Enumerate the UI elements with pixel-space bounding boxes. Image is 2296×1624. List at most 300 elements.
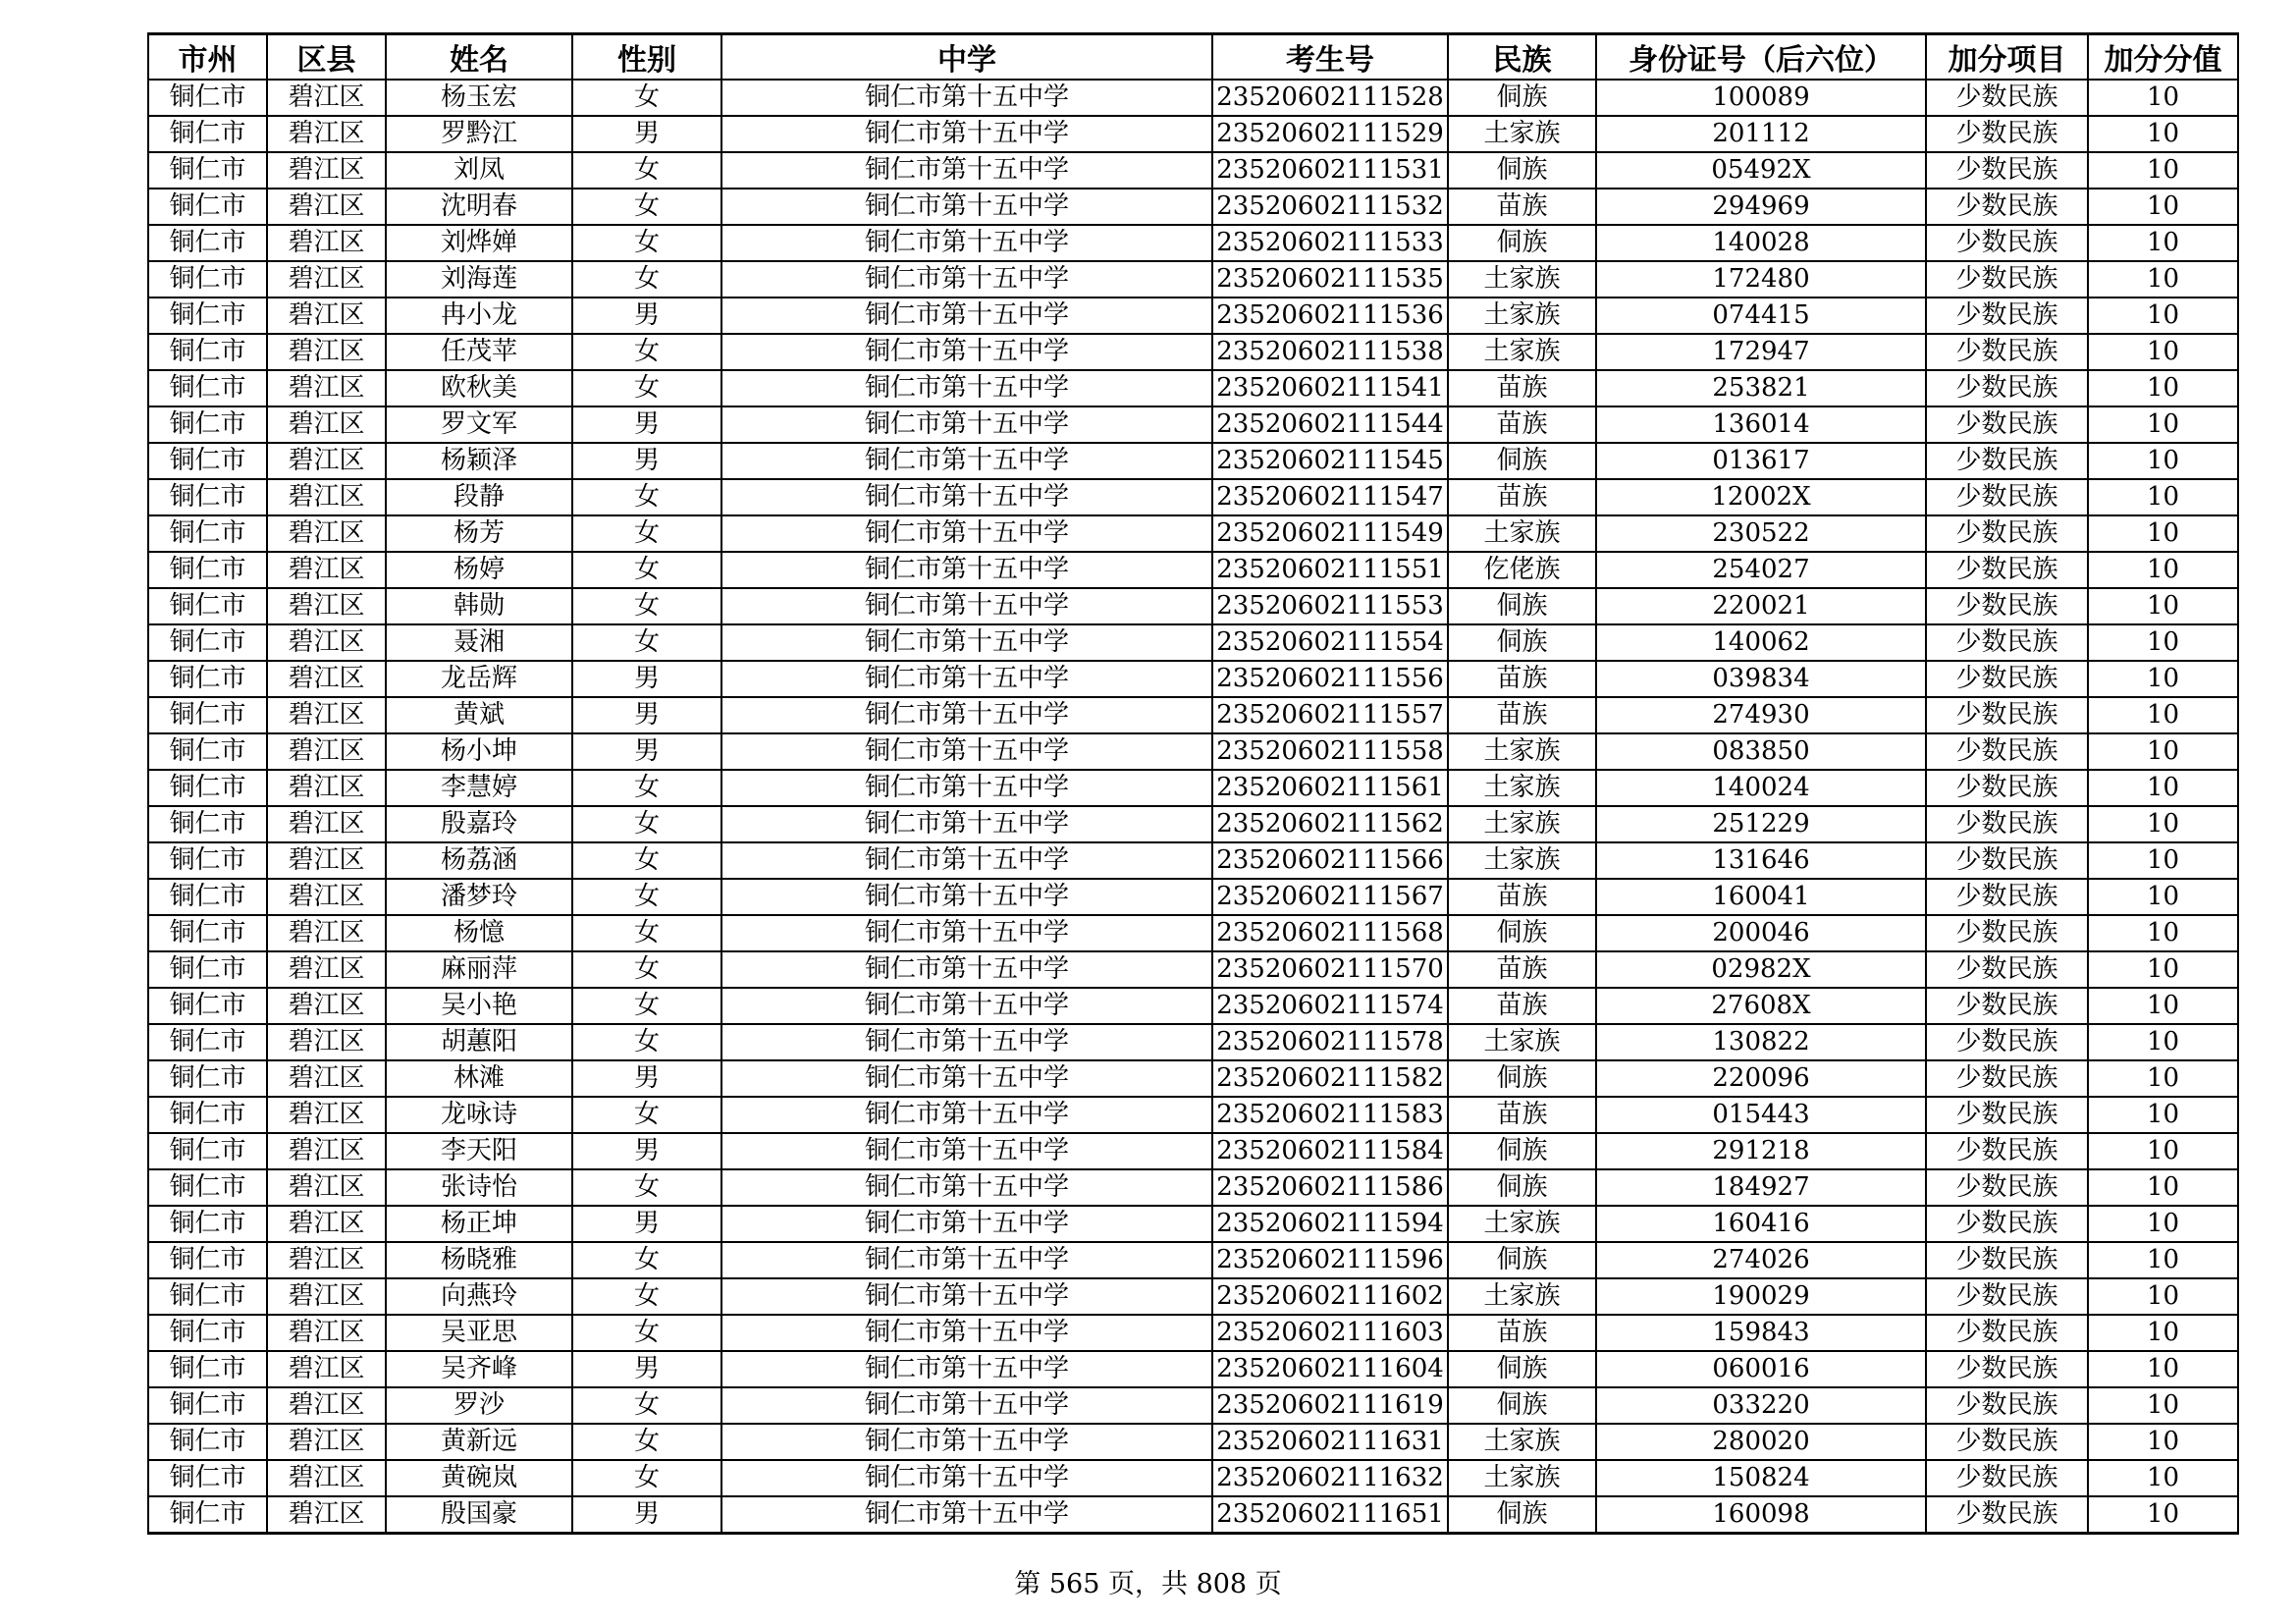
cell-exam-number: 23520602111541 bbox=[1212, 370, 1448, 406]
cell-district: 碧江区 bbox=[267, 225, 386, 261]
cell-school: 铜仁市第十五中学 bbox=[721, 1496, 1212, 1534]
cell-bonus-value: 10 bbox=[2088, 1387, 2238, 1424]
table-row bbox=[148, 1169, 2238, 1206]
cell-school: 铜仁市第十五中学 bbox=[721, 1387, 1212, 1424]
cell-city: 铜仁市 bbox=[148, 261, 267, 298]
table-row bbox=[148, 189, 2238, 225]
cell-bonus-value: 10 bbox=[2088, 1496, 2238, 1534]
table-row bbox=[148, 298, 2238, 334]
cell-bonus-item: 少数民族 bbox=[1926, 624, 2088, 661]
cell-id-last6: 131646 bbox=[1596, 842, 1926, 879]
cell-id-last6: 013617 bbox=[1596, 443, 1926, 479]
table-row bbox=[148, 1315, 2238, 1351]
cell-ethnicity: 侗族 bbox=[1448, 152, 1596, 189]
cell-district: 碧江区 bbox=[267, 915, 386, 951]
cell-school: 铜仁市第十五中学 bbox=[721, 588, 1212, 624]
cell-ethnicity: 苗族 bbox=[1448, 406, 1596, 443]
cell-bonus-item: 少数民族 bbox=[1926, 261, 2088, 298]
cell-id-last6: 220021 bbox=[1596, 588, 1926, 624]
cell-bonus-item: 少数民族 bbox=[1926, 842, 2088, 879]
cell-exam-number: 23520602111584 bbox=[1212, 1133, 1448, 1169]
cell-ethnicity: 土家族 bbox=[1448, 770, 1596, 806]
cell-school: 铜仁市第十五中学 bbox=[721, 733, 1212, 770]
cell-city: 铜仁市 bbox=[148, 370, 267, 406]
cell-bonus-value: 10 bbox=[2088, 1278, 2238, 1315]
table-row bbox=[148, 261, 2238, 298]
cell-district: 碧江区 bbox=[267, 770, 386, 806]
cell-school: 铜仁市第十五中学 bbox=[721, 1242, 1212, 1278]
cell-city: 铜仁市 bbox=[148, 1496, 267, 1534]
cell-name: 吴小艳 bbox=[386, 988, 572, 1024]
cell-exam-number: 23520602111535 bbox=[1212, 261, 1448, 298]
cell-school: 铜仁市第十五中学 bbox=[721, 1460, 1212, 1496]
table-row bbox=[148, 1024, 2238, 1060]
cell-school: 铜仁市第十五中学 bbox=[721, 879, 1212, 915]
cell-district: 碧江区 bbox=[267, 152, 386, 189]
cell-exam-number: 23520602111603 bbox=[1212, 1315, 1448, 1351]
page-footer: 第 565 页，共 808 页 bbox=[1014, 1569, 1282, 1599]
table-row bbox=[148, 552, 2238, 588]
cell-city: 铜仁市 bbox=[148, 661, 267, 697]
cell-bonus-value: 10 bbox=[2088, 1315, 2238, 1351]
cell-city: 铜仁市 bbox=[148, 1206, 267, 1242]
cell-id-last6: 294969 bbox=[1596, 189, 1926, 225]
cell-name: 刘烨婵 bbox=[386, 225, 572, 261]
cell-ethnicity: 苗族 bbox=[1448, 879, 1596, 915]
cell-bonus-value: 10 bbox=[2088, 915, 2238, 951]
cell-bonus-value: 10 bbox=[2088, 1242, 2238, 1278]
cell-gender: 女 bbox=[572, 479, 721, 515]
cell-city: 铜仁市 bbox=[148, 515, 267, 552]
cell-name: 吴齐峰 bbox=[386, 1351, 572, 1387]
cell-district: 碧江区 bbox=[267, 661, 386, 697]
cell-id-last6: 172947 bbox=[1596, 334, 1926, 370]
cell-id-last6: 02982X bbox=[1596, 951, 1926, 988]
cell-district: 碧江区 bbox=[267, 189, 386, 225]
cell-exam-number: 23520602111545 bbox=[1212, 443, 1448, 479]
cell-gender: 女 bbox=[572, 624, 721, 661]
cell-school: 铜仁市第十五中学 bbox=[721, 1024, 1212, 1060]
cell-ethnicity: 土家族 bbox=[1448, 515, 1596, 552]
cell-bonus-value: 10 bbox=[2088, 770, 2238, 806]
cell-name: 黄碗岚 bbox=[386, 1460, 572, 1496]
cell-school: 铜仁市第十五中学 bbox=[721, 152, 1212, 189]
cell-city: 铜仁市 bbox=[148, 225, 267, 261]
cell-school: 铜仁市第十五中学 bbox=[721, 334, 1212, 370]
cell-ethnicity: 侗族 bbox=[1448, 225, 1596, 261]
table-row bbox=[148, 661, 2238, 697]
cell-ethnicity: 土家族 bbox=[1448, 1460, 1596, 1496]
cell-bonus-item: 少数民族 bbox=[1926, 697, 2088, 733]
cell-bonus-value: 10 bbox=[2088, 116, 2238, 152]
cell-name: 韩勋 bbox=[386, 588, 572, 624]
cell-school: 铜仁市第十五中学 bbox=[721, 116, 1212, 152]
cell-gender: 女 bbox=[572, 770, 721, 806]
cell-ethnicity: 苗族 bbox=[1448, 951, 1596, 988]
cell-exam-number: 23520602111586 bbox=[1212, 1169, 1448, 1206]
cell-school: 铜仁市第十五中学 bbox=[721, 1315, 1212, 1351]
cell-bonus-value: 10 bbox=[2088, 443, 2238, 479]
table-row bbox=[148, 697, 2238, 733]
cell-bonus-item: 少数民族 bbox=[1926, 1133, 2088, 1169]
cell-gender: 女 bbox=[572, 588, 721, 624]
cell-school: 铜仁市第十五中学 bbox=[721, 189, 1212, 225]
cell-name: 刘海莲 bbox=[386, 261, 572, 298]
cell-id-last6: 160416 bbox=[1596, 1206, 1926, 1242]
cell-school: 铜仁市第十五中学 bbox=[721, 1351, 1212, 1387]
cell-ethnicity: 土家族 bbox=[1448, 1424, 1596, 1460]
cell-gender: 女 bbox=[572, 1424, 721, 1460]
cell-district: 碧江区 bbox=[267, 588, 386, 624]
cell-name: 杨颖泽 bbox=[386, 443, 572, 479]
table-row bbox=[148, 152, 2238, 189]
cell-bonus-item: 少数民族 bbox=[1926, 370, 2088, 406]
cell-bonus-item: 少数民族 bbox=[1926, 515, 2088, 552]
table-row bbox=[148, 370, 2238, 406]
cell-district: 碧江区 bbox=[267, 1169, 386, 1206]
cell-school: 铜仁市第十五中学 bbox=[721, 915, 1212, 951]
cell-name: 麻丽萍 bbox=[386, 951, 572, 988]
cell-gender: 女 bbox=[572, 806, 721, 842]
table-row bbox=[148, 951, 2238, 988]
cell-ethnicity: 苗族 bbox=[1448, 479, 1596, 515]
cell-exam-number: 23520602111574 bbox=[1212, 988, 1448, 1024]
cell-bonus-value: 10 bbox=[2088, 879, 2238, 915]
cell-name: 罗文军 bbox=[386, 406, 572, 443]
table-row bbox=[148, 1097, 2238, 1133]
cell-bonus-value: 10 bbox=[2088, 1351, 2238, 1387]
cell-gender: 男 bbox=[572, 298, 721, 334]
cell-district: 碧江区 bbox=[267, 298, 386, 334]
cell-ethnicity: 土家族 bbox=[1448, 298, 1596, 334]
header-id-last6: 身份证号（后六位） bbox=[1596, 34, 1926, 81]
cell-ethnicity: 苗族 bbox=[1448, 1315, 1596, 1351]
cell-gender: 女 bbox=[572, 80, 721, 116]
cell-city: 铜仁市 bbox=[148, 806, 267, 842]
cell-bonus-value: 10 bbox=[2088, 1169, 2238, 1206]
cell-id-last6: 27608X bbox=[1596, 988, 1926, 1024]
cell-gender: 女 bbox=[572, 189, 721, 225]
cell-id-last6: 159843 bbox=[1596, 1315, 1926, 1351]
cell-school: 铜仁市第十五中学 bbox=[721, 1097, 1212, 1133]
cell-name: 林滩 bbox=[386, 1060, 572, 1097]
cell-bonus-item: 少数民族 bbox=[1926, 298, 2088, 334]
cell-ethnicity: 侗族 bbox=[1448, 1496, 1596, 1534]
table-row bbox=[148, 406, 2238, 443]
cell-district: 碧江区 bbox=[267, 697, 386, 733]
table-row bbox=[148, 116, 2238, 152]
cell-name: 杨憶 bbox=[386, 915, 572, 951]
cell-bonus-item: 少数民族 bbox=[1926, 116, 2088, 152]
cell-city: 铜仁市 bbox=[148, 842, 267, 879]
cell-gender: 男 bbox=[572, 116, 721, 152]
cell-name: 黄新远 bbox=[386, 1424, 572, 1460]
cell-bonus-item: 少数民族 bbox=[1926, 406, 2088, 443]
cell-ethnicity: 苗族 bbox=[1448, 988, 1596, 1024]
cell-district: 碧江区 bbox=[267, 370, 386, 406]
cell-city: 铜仁市 bbox=[148, 624, 267, 661]
cell-district: 碧江区 bbox=[267, 1242, 386, 1278]
cell-bonus-value: 10 bbox=[2088, 1097, 2238, 1133]
cell-gender: 男 bbox=[572, 406, 721, 443]
cell-id-last6: 253821 bbox=[1596, 370, 1926, 406]
cell-id-last6: 184927 bbox=[1596, 1169, 1926, 1206]
cell-id-last6: 083850 bbox=[1596, 733, 1926, 770]
cell-bonus-value: 10 bbox=[2088, 334, 2238, 370]
cell-city: 铜仁市 bbox=[148, 1060, 267, 1097]
cell-district: 碧江区 bbox=[267, 515, 386, 552]
cell-bonus-item: 少数民族 bbox=[1926, 152, 2088, 189]
cell-gender: 女 bbox=[572, 152, 721, 189]
cell-gender: 女 bbox=[572, 515, 721, 552]
cell-id-last6: 136014 bbox=[1596, 406, 1926, 443]
cell-id-last6: 251229 bbox=[1596, 806, 1926, 842]
cell-school: 铜仁市第十五中学 bbox=[721, 806, 1212, 842]
header-exam-number: 考生号 bbox=[1212, 34, 1448, 81]
cell-name: 沈明春 bbox=[386, 189, 572, 225]
cell-name: 罗沙 bbox=[386, 1387, 572, 1424]
cell-id-last6: 140028 bbox=[1596, 225, 1926, 261]
cell-city: 铜仁市 bbox=[148, 479, 267, 515]
cell-ethnicity: 土家族 bbox=[1448, 733, 1596, 770]
cell-name: 杨玉宏 bbox=[386, 80, 572, 116]
cell-bonus-value: 10 bbox=[2088, 406, 2238, 443]
cell-district: 碧江区 bbox=[267, 1315, 386, 1351]
cell-ethnicity: 苗族 bbox=[1448, 697, 1596, 733]
cell-bonus-value: 10 bbox=[2088, 988, 2238, 1024]
cell-exam-number: 23520602111567 bbox=[1212, 879, 1448, 915]
table-row bbox=[148, 1351, 2238, 1387]
cell-bonus-value: 10 bbox=[2088, 80, 2238, 116]
cell-ethnicity: 土家族 bbox=[1448, 116, 1596, 152]
cell-gender: 女 bbox=[572, 1315, 721, 1351]
header-city: 市州 bbox=[148, 34, 267, 81]
cell-city: 铜仁市 bbox=[148, 189, 267, 225]
cell-bonus-item: 少数民族 bbox=[1926, 1278, 2088, 1315]
table-row bbox=[148, 334, 2238, 370]
cell-name: 龙岳辉 bbox=[386, 661, 572, 697]
cell-bonus-item: 少数民族 bbox=[1926, 1460, 2088, 1496]
cell-bonus-item: 少数民族 bbox=[1926, 479, 2088, 515]
cell-exam-number: 23520602111558 bbox=[1212, 733, 1448, 770]
cell-school: 铜仁市第十五中学 bbox=[721, 1206, 1212, 1242]
cell-school: 铜仁市第十五中学 bbox=[721, 770, 1212, 806]
cell-bonus-item: 少数民族 bbox=[1926, 879, 2088, 915]
cell-bonus-item: 少数民族 bbox=[1926, 951, 2088, 988]
cell-district: 碧江区 bbox=[267, 1351, 386, 1387]
cell-bonus-value: 10 bbox=[2088, 1424, 2238, 1460]
cell-district: 碧江区 bbox=[267, 1133, 386, 1169]
cell-city: 铜仁市 bbox=[148, 1387, 267, 1424]
cell-exam-number: 23520602111557 bbox=[1212, 697, 1448, 733]
cell-ethnicity: 侗族 bbox=[1448, 1169, 1596, 1206]
table-row bbox=[148, 588, 2238, 624]
cell-id-last6: 172480 bbox=[1596, 261, 1926, 298]
cell-gender: 女 bbox=[572, 261, 721, 298]
cell-id-last6: 200046 bbox=[1596, 915, 1926, 951]
cell-gender: 男 bbox=[572, 1060, 721, 1097]
cell-ethnicity: 侗族 bbox=[1448, 915, 1596, 951]
table-row bbox=[148, 770, 2238, 806]
cell-ethnicity: 土家族 bbox=[1448, 334, 1596, 370]
cell-city: 铜仁市 bbox=[148, 1460, 267, 1496]
cell-exam-number: 23520602111632 bbox=[1212, 1460, 1448, 1496]
table-row bbox=[148, 1060, 2238, 1097]
cell-name: 杨荔涵 bbox=[386, 842, 572, 879]
cell-bonus-value: 10 bbox=[2088, 661, 2238, 697]
cell-bonus-value: 10 bbox=[2088, 225, 2238, 261]
cell-bonus-value: 10 bbox=[2088, 733, 2238, 770]
cell-gender: 女 bbox=[572, 1242, 721, 1278]
cell-school: 铜仁市第十五中学 bbox=[721, 80, 1212, 116]
header-row bbox=[148, 34, 2238, 81]
cell-id-last6: 291218 bbox=[1596, 1133, 1926, 1169]
cell-ethnicity: 侗族 bbox=[1448, 1387, 1596, 1424]
cell-bonus-item: 少数民族 bbox=[1926, 588, 2088, 624]
cell-id-last6: 05492X bbox=[1596, 152, 1926, 189]
cell-bonus-item: 少数民族 bbox=[1926, 806, 2088, 842]
table-row bbox=[148, 515, 2238, 552]
cell-city: 铜仁市 bbox=[148, 1242, 267, 1278]
cell-bonus-value: 10 bbox=[2088, 1060, 2238, 1097]
cell-id-last6: 254027 bbox=[1596, 552, 1926, 588]
cell-bonus-value: 10 bbox=[2088, 1024, 2238, 1060]
cell-city: 铜仁市 bbox=[148, 298, 267, 334]
cell-district: 碧江区 bbox=[267, 1206, 386, 1242]
cell-city: 铜仁市 bbox=[148, 1351, 267, 1387]
cell-bonus-value: 10 bbox=[2088, 189, 2238, 225]
cell-bonus-item: 少数民族 bbox=[1926, 770, 2088, 806]
cell-district: 碧江区 bbox=[267, 624, 386, 661]
cell-id-last6: 274026 bbox=[1596, 1242, 1926, 1278]
cell-gender: 女 bbox=[572, 988, 721, 1024]
cell-id-last6: 190029 bbox=[1596, 1278, 1926, 1315]
table-row bbox=[148, 1424, 2238, 1460]
cell-exam-number: 23520602111594 bbox=[1212, 1206, 1448, 1242]
cell-name: 刘凤 bbox=[386, 152, 572, 189]
cell-exam-number: 23520602111554 bbox=[1212, 624, 1448, 661]
cell-district: 碧江区 bbox=[267, 842, 386, 879]
cell-exam-number: 23520602111561 bbox=[1212, 770, 1448, 806]
cell-ethnicity: 土家族 bbox=[1448, 261, 1596, 298]
cell-ethnicity: 土家族 bbox=[1448, 1024, 1596, 1060]
cell-name: 李慧婷 bbox=[386, 770, 572, 806]
cell-city: 铜仁市 bbox=[148, 80, 267, 116]
cell-ethnicity: 苗族 bbox=[1448, 189, 1596, 225]
cell-city: 铜仁市 bbox=[148, 552, 267, 588]
cell-gender: 男 bbox=[572, 1206, 721, 1242]
table-row bbox=[148, 1460, 2238, 1496]
cell-city: 铜仁市 bbox=[148, 116, 267, 152]
cell-school: 铜仁市第十五中学 bbox=[721, 988, 1212, 1024]
table-row bbox=[148, 443, 2238, 479]
cell-district: 碧江区 bbox=[267, 406, 386, 443]
table-row bbox=[148, 1133, 2238, 1169]
cell-id-last6: 280020 bbox=[1596, 1424, 1926, 1460]
cell-id-last6: 060016 bbox=[1596, 1351, 1926, 1387]
cell-name: 任茂苹 bbox=[386, 334, 572, 370]
cell-city: 铜仁市 bbox=[148, 697, 267, 733]
cell-name: 杨婷 bbox=[386, 552, 572, 588]
cell-district: 碧江区 bbox=[267, 116, 386, 152]
cell-name: 向燕玲 bbox=[386, 1278, 572, 1315]
cell-exam-number: 23520602111651 bbox=[1212, 1496, 1448, 1534]
cell-school: 铜仁市第十五中学 bbox=[721, 1424, 1212, 1460]
cell-school: 铜仁市第十五中学 bbox=[721, 552, 1212, 588]
cell-school: 铜仁市第十五中学 bbox=[721, 225, 1212, 261]
cell-gender: 女 bbox=[572, 1278, 721, 1315]
cell-id-last6: 033220 bbox=[1596, 1387, 1926, 1424]
cell-bonus-item: 少数民族 bbox=[1926, 80, 2088, 116]
cell-city: 铜仁市 bbox=[148, 406, 267, 443]
cell-exam-number: 23520602111538 bbox=[1212, 334, 1448, 370]
cell-bonus-value: 10 bbox=[2088, 588, 2238, 624]
cell-name: 龙咏诗 bbox=[386, 1097, 572, 1133]
cell-exam-number: 23520602111528 bbox=[1212, 80, 1448, 116]
cell-gender: 女 bbox=[572, 951, 721, 988]
cell-id-last6: 12002X bbox=[1596, 479, 1926, 515]
cell-bonus-item: 少数民族 bbox=[1926, 189, 2088, 225]
cell-gender: 女 bbox=[572, 1169, 721, 1206]
cell-city: 铜仁市 bbox=[148, 1024, 267, 1060]
cell-ethnicity: 仡佬族 bbox=[1448, 552, 1596, 588]
cell-district: 碧江区 bbox=[267, 951, 386, 988]
cell-district: 碧江区 bbox=[267, 261, 386, 298]
cell-bonus-item: 少数民族 bbox=[1926, 1496, 2088, 1534]
header-gender: 性别 bbox=[572, 34, 721, 81]
cell-ethnicity: 土家族 bbox=[1448, 806, 1596, 842]
cell-school: 铜仁市第十五中学 bbox=[721, 661, 1212, 697]
cell-name: 吴亚思 bbox=[386, 1315, 572, 1351]
table-row bbox=[148, 1387, 2238, 1424]
cell-bonus-item: 少数民族 bbox=[1926, 552, 2088, 588]
cell-exam-number: 23520602111532 bbox=[1212, 189, 1448, 225]
cell-bonus-item: 少数民族 bbox=[1926, 1351, 2088, 1387]
cell-exam-number: 23520602111562 bbox=[1212, 806, 1448, 842]
cell-id-last6: 160041 bbox=[1596, 879, 1926, 915]
cell-id-last6: 274930 bbox=[1596, 697, 1926, 733]
cell-district: 碧江区 bbox=[267, 1278, 386, 1315]
cell-name: 胡蕙阳 bbox=[386, 1024, 572, 1060]
cell-exam-number: 23520602111531 bbox=[1212, 152, 1448, 189]
table-row bbox=[148, 80, 2238, 116]
cell-bonus-item: 少数民族 bbox=[1926, 1424, 2088, 1460]
cell-school: 铜仁市第十五中学 bbox=[721, 1060, 1212, 1097]
cell-city: 铜仁市 bbox=[148, 988, 267, 1024]
cell-school: 铜仁市第十五中学 bbox=[721, 951, 1212, 988]
table-row bbox=[148, 806, 2238, 842]
cell-ethnicity: 侗族 bbox=[1448, 1133, 1596, 1169]
cell-ethnicity: 土家族 bbox=[1448, 842, 1596, 879]
cell-ethnicity: 土家族 bbox=[1448, 1206, 1596, 1242]
cell-name: 张诗怡 bbox=[386, 1169, 572, 1206]
cell-school: 铜仁市第十五中学 bbox=[721, 515, 1212, 552]
cell-ethnicity: 侗族 bbox=[1448, 1351, 1596, 1387]
cell-exam-number: 23520602111533 bbox=[1212, 225, 1448, 261]
cell-name: 聂湘 bbox=[386, 624, 572, 661]
cell-id-last6: 220096 bbox=[1596, 1060, 1926, 1097]
cell-school: 铜仁市第十五中学 bbox=[721, 1169, 1212, 1206]
cell-district: 碧江区 bbox=[267, 1060, 386, 1097]
cell-district: 碧江区 bbox=[267, 1424, 386, 1460]
cell-id-last6: 015443 bbox=[1596, 1097, 1926, 1133]
cell-district: 碧江区 bbox=[267, 1024, 386, 1060]
cell-district: 碧江区 bbox=[267, 806, 386, 842]
cell-bonus-item: 少数民族 bbox=[1926, 1169, 2088, 1206]
cell-bonus-value: 10 bbox=[2088, 370, 2238, 406]
cell-bonus-item: 少数民族 bbox=[1926, 225, 2088, 261]
cell-city: 铜仁市 bbox=[148, 588, 267, 624]
